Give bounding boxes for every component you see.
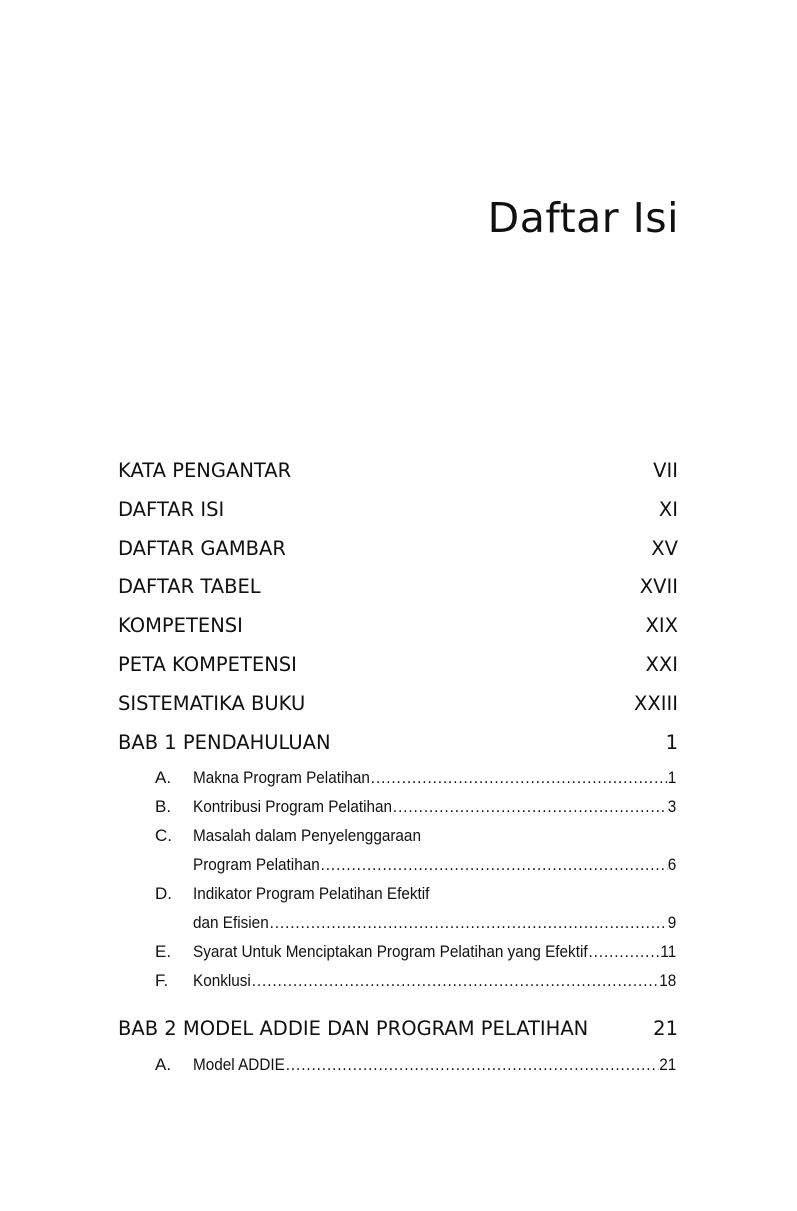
section-letter: F. xyxy=(155,971,169,991)
toc-entry-sistematika-buku[interactable] xyxy=(118,688,678,727)
toc-entry-daftar-tabel[interactable] xyxy=(118,571,678,610)
dot-leader xyxy=(393,792,667,821)
toc-entry-page: XIX xyxy=(645,614,678,638)
section-letter: D. xyxy=(155,884,172,904)
page-title: Daftar Isi xyxy=(487,194,679,242)
toc-entry-daftar-isi[interactable] xyxy=(118,494,678,533)
section-letter: A. xyxy=(155,768,172,788)
chapter-title: BAB 1 PENDAHULUAN xyxy=(118,730,331,754)
section-page: 9 xyxy=(667,913,677,933)
section-item[interactable] xyxy=(118,879,678,937)
toc-entry-kompetensi[interactable] xyxy=(118,610,678,649)
chapter-page: 21 xyxy=(653,1017,678,1041)
section-item[interactable] xyxy=(118,966,678,995)
section-title: Makna Program Pelatihan xyxy=(193,768,370,788)
section-title: Konklusi xyxy=(193,971,251,991)
toc-entry-title: KOMPETENSI xyxy=(118,614,243,638)
toc-entry-page: XI xyxy=(658,497,678,521)
toc-chapter-bab1[interactable] xyxy=(118,727,678,766)
toc-entry-page: XVII xyxy=(639,575,678,599)
section-page: 11 xyxy=(660,942,677,962)
section-item[interactable] xyxy=(118,937,678,966)
toc-entry-title: SISTEMATIKA BUKU xyxy=(118,691,306,715)
toc-entry-page: VII xyxy=(653,459,678,482)
section-title: Kontribusi Program Pelatihan xyxy=(193,797,393,817)
section-letter: C. xyxy=(155,826,172,846)
section-page: 3 xyxy=(667,797,677,817)
toc-entry-title: DAFTAR TABEL xyxy=(118,575,261,599)
bab1-sections xyxy=(118,763,678,995)
toc-entry-title: DAFTAR ISI xyxy=(118,497,225,521)
section-title: Syarat Untuk Menciptakan Program Pelatihan yang Efektif xyxy=(193,942,588,962)
section-title-line1: Indikator Program Pelatihan Efektif xyxy=(193,884,430,904)
toc-entry-page: XV xyxy=(651,536,678,560)
section-item[interactable] xyxy=(118,763,678,792)
table-of-contents xyxy=(118,455,678,1079)
section-item[interactable] xyxy=(118,1050,678,1079)
section-page: 1 xyxy=(667,768,677,788)
section-letter: E. xyxy=(155,942,172,962)
toc-entry-page: XXI xyxy=(645,652,678,676)
section-letter: B. xyxy=(155,797,172,817)
bab2-sections xyxy=(118,1050,678,1079)
toc-entry-title: DAFTAR GAMBAR xyxy=(118,536,286,560)
dot-leader xyxy=(321,850,667,879)
toc-entry-title: KATA PENGANTAR xyxy=(118,459,292,482)
section-title: Model ADDIE xyxy=(193,1055,285,1075)
toc-chapter-bab2[interactable] xyxy=(118,1013,678,1052)
toc-entry-title: PETA KOMPETENSI xyxy=(118,652,297,676)
toc-entry-kata-pengantar[interactable] xyxy=(118,455,678,494)
section-page: 21 xyxy=(659,1055,677,1075)
section-item[interactable] xyxy=(118,792,678,821)
toc-entry-daftar-gambar[interactable] xyxy=(118,533,678,572)
section-page: 18 xyxy=(659,971,677,991)
dot-leader xyxy=(270,908,667,937)
toc-entry-peta-kompetensi[interactable] xyxy=(118,649,678,688)
section-page: 6 xyxy=(667,855,677,875)
section-item[interactable] xyxy=(118,821,678,879)
chapter-page: 1 xyxy=(665,730,678,754)
section-title: Program Pelatihan xyxy=(193,855,320,875)
section-title-line1: Masalah dalam Penyelenggaraan xyxy=(193,826,421,846)
dot-leader xyxy=(252,966,659,995)
dot-leader xyxy=(286,1050,659,1079)
chapter-title: BAB 2 MODEL ADDIE DAN PROGRAM PELATIHAN xyxy=(118,1017,589,1041)
section-letter: A. xyxy=(155,1055,172,1075)
toc-entry-page: XXIII xyxy=(634,691,678,715)
dot-leader xyxy=(371,763,667,792)
dot-leader xyxy=(589,937,660,966)
section-title: dan Efisien xyxy=(193,913,269,933)
